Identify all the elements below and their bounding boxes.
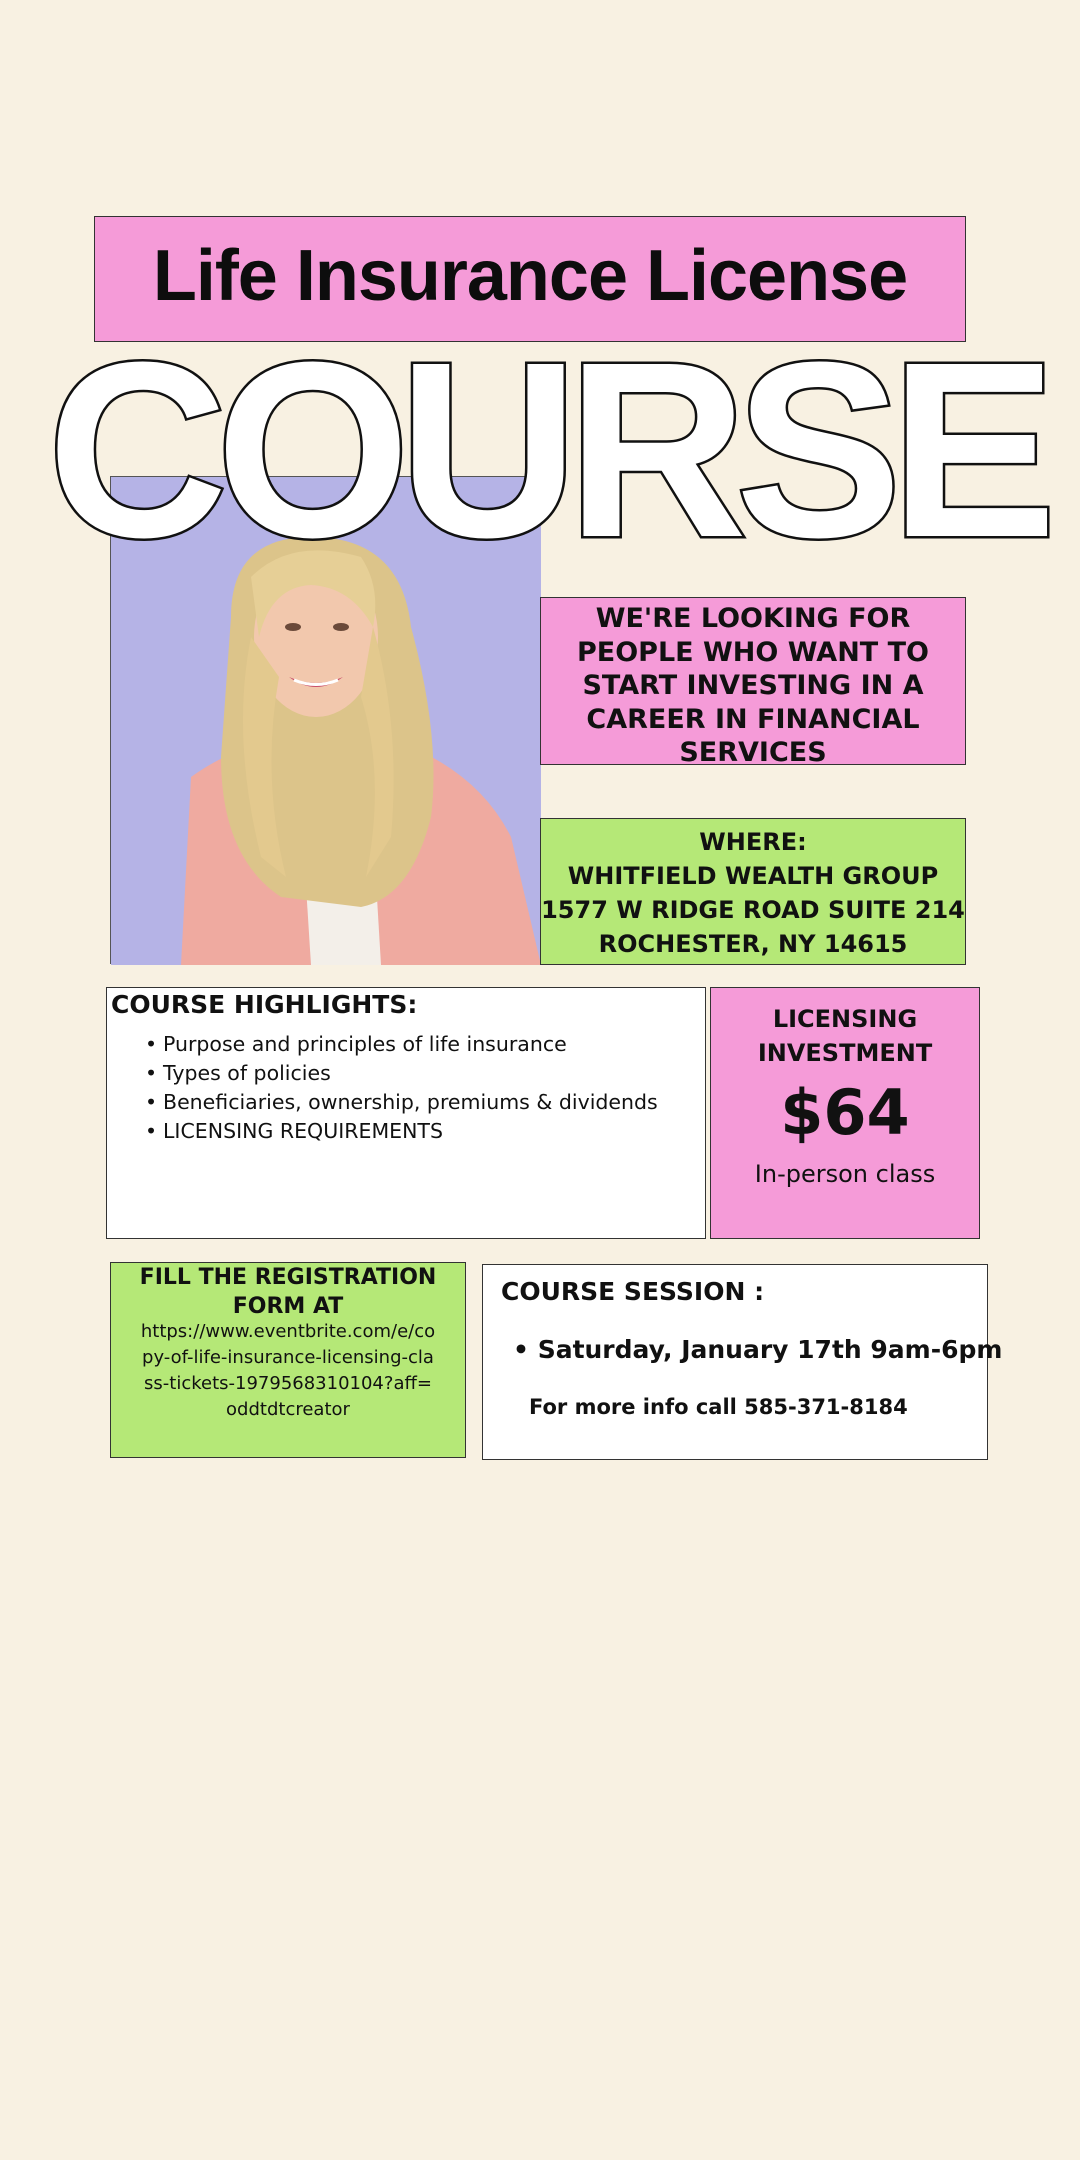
registration-url[interactable]: https://www.eventbrite.com/e/copy-of-life-insurance-licensing-class-tickets-1979568310104?aff=oddtdtcreator [140,1321,436,1420]
highlights-list [145,1030,683,1146]
course-word-art [47,310,1045,589]
highlights-heading: COURSE HIGHLIGHTS: [111,990,418,1019]
investment-box [710,987,980,1239]
registration-box [110,1262,466,1458]
class-type: In-person class [754,1160,936,1188]
session-heading: COURSE SESSION : [501,1277,765,1306]
where-line-1: WHITFIELD WEALTH GROUP [567,862,939,890]
page-title: Life Insurance License [152,236,908,316]
list-item: • LICENSING REQUIREMENTS [145,1119,443,1143]
investment-label: LICENSING INVESTMENT [757,1005,933,1067]
contact-info: For more info call 585-371-8184 [529,1395,908,1419]
list-item: • Purpose and principles of life insurance [145,1032,567,1056]
location-box [540,818,966,965]
list-item: • Types of policies [145,1061,331,1085]
registration-heading: FILL THE REGISTRATION FORM AT [139,1265,437,1319]
looking-for-text: WE'RE LOOKING FOR PEOPLE WHO WANT TO START INVESTING IN A CAREER IN FINANCIAL SERVICES [576,603,929,768]
where-line-2: 1577 W RIDGE ROAD SUITE 214 [541,896,965,924]
price: $64 [780,1076,910,1149]
where-label: WHERE: [699,828,807,856]
where-line-3: ROCHESTER, NY 14615 [598,930,908,958]
course-word: COURSE [47,310,1045,589]
course-session-box [482,1264,1003,1460]
location-text [521,825,985,961]
list-item: • Beneficiaries, ownership, premiums & dividends [145,1090,658,1114]
session-date: • Saturday, January 17th 9am-6pm [513,1335,1003,1364]
course-highlights-box [106,987,706,1239]
looking-for-box [540,597,966,768]
